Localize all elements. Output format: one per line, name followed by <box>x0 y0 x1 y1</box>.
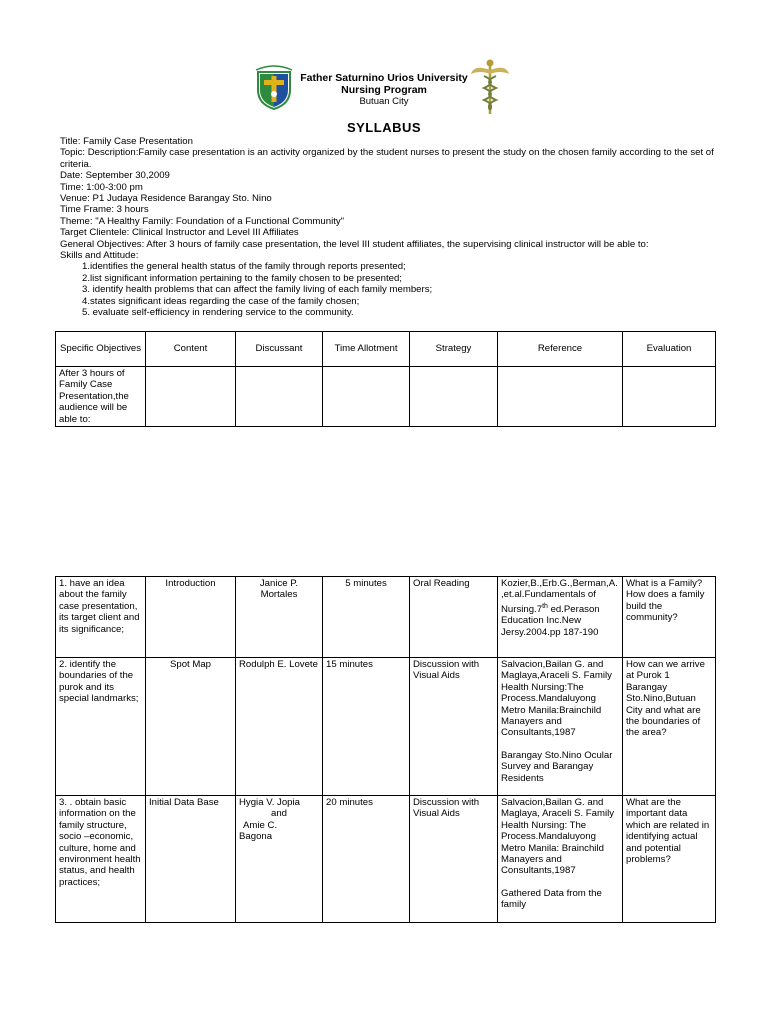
reference-text: ,et.al.Fundamentals of Nursing.7 <box>501 589 596 615</box>
reference-cell <box>498 796 623 923</box>
discussant-cell: Rodulph E. Lovete <box>236 658 323 796</box>
table-cell <box>623 367 716 427</box>
table-cell <box>498 367 623 427</box>
table-row <box>56 796 716 923</box>
reference-cell <box>498 658 623 796</box>
objectives-table-body <box>55 576 716 923</box>
reference-text: Barangay Sto.Nino Ocular Survey and Barangay Residents <box>501 749 613 784</box>
table-row <box>56 658 716 796</box>
syllabus-details <box>60 136 720 319</box>
general-objectives-line: General Objectives: After 3 hours of family case presentation, the level III student affiliates, the supervising clinical instructor will be able to: <box>60 238 649 250</box>
skill-item: 4.states significant ideas regarding the case of the family chosen; <box>82 295 360 307</box>
strategy-cell: Discussion with Visual Aids <box>410 658 498 796</box>
strategy-cell: Discussion with Visual Aids <box>410 796 498 923</box>
evaluation-cell: How can we arrive at Purok 1 Barangay Sto.Nino,Butuan City and what are the boundaries of the area? <box>623 658 716 796</box>
reference-text: Kozier,B.,Erb.G.,Berman,A. <box>501 578 618 589</box>
content-cell: Initial Data Base <box>146 796 236 923</box>
discussant-name: Amie C. <box>243 819 278 831</box>
evaluation-cell: What are the important data which are related in identifying actual and potential problems? <box>623 796 716 923</box>
program-name: Nursing Program <box>341 84 427 96</box>
table-row <box>56 367 716 427</box>
reference-text: ed.Perason Education Inc.New Jersy.2004.pp 187-190 <box>501 604 600 638</box>
time-cell: 20 minutes <box>323 796 410 923</box>
reference-cell <box>498 577 623 658</box>
column-header: Evaluation <box>623 332 716 367</box>
table-cell <box>410 367 498 427</box>
reference-text: Salvacion,Bailan G. and Maglaya, Araceli S. Family Health Nursing: The Process.Mandaluyong Metro Manila: Brainchild Manayers and Consultants,1987 <box>501 797 615 877</box>
time-line: Time: 1:00-3:00 pm <box>60 181 143 193</box>
column-header: Reference <box>498 332 623 367</box>
evaluation-cell: What is a Family? How does a family build the community? <box>623 577 716 658</box>
discussant-cell <box>236 577 323 658</box>
time-frame-line: Time Frame: 3 hours <box>60 204 149 216</box>
date-line: Date: September 30,2009 <box>60 170 170 182</box>
table-row <box>56 577 716 658</box>
table-cell <box>146 367 236 427</box>
discussant-name: Janice P. <box>259 578 299 589</box>
discussant-name: and <box>270 808 287 820</box>
university-name: Father Saturnino Urios University <box>300 72 468 84</box>
objective-cell: 3. . obtain basic information on the family structure, socio –economic, culture, home and environment health status, and health practices; <box>56 796 146 923</box>
time-cell: 15 minutes <box>323 658 410 796</box>
target-clientele-line: Target Clientele: Clinical Instructor and Level III Affiliates <box>60 227 299 239</box>
discussant-name: Mortales <box>260 589 298 601</box>
table-header-row <box>56 332 716 367</box>
skill-item: 1.identifies the general health status of the family through reports presented; <box>82 261 406 273</box>
theme-line: Theme: "A Healthy Family: Foundation of a Functional Community" <box>60 215 345 227</box>
column-header: Time Allotment <box>323 332 410 367</box>
column-header: Discussant <box>236 332 323 367</box>
objective-cell: 2. identify the boundaries of the purok and its special landmarks; <box>56 658 146 796</box>
content-cell: Introduction <box>146 577 236 658</box>
reference-text: Salvacion,Bailan G. and Maglaya,Araceli S. Family Health Nursing:The Process.Mandaluyong Metro Manila:Brainchild Manayers and Consultants,1987 <box>501 659 612 739</box>
discussant-cell <box>236 796 323 923</box>
column-header: Strategy <box>410 332 498 367</box>
content-cell: Spot Map <box>146 658 236 796</box>
column-header: Content <box>146 332 236 367</box>
title-line: Title: Family Case Presentation <box>60 136 193 147</box>
table-cell <box>236 367 323 427</box>
letterhead <box>0 0 768 120</box>
strategy-cell: Oral Reading <box>410 577 498 658</box>
city-name: Butuan City <box>359 96 409 107</box>
reference-text: Gathered Data from the family <box>501 887 602 911</box>
skills-heading: Skills and Attitude: <box>60 250 139 262</box>
page-title: SYLLABUS <box>346 120 422 135</box>
discussant-name: Hygia V. Jopia <box>239 797 300 808</box>
intro-cell: After 3 hours of Family Case Presentation,the audience will be able to: <box>56 367 146 427</box>
skill-item: 3. identify health problems that can affect the family living of each family members; <box>82 284 433 296</box>
objectives-table-header <box>55 331 716 427</box>
skill-item: 2.list significant information pertaining to the family chosen to be presented; <box>82 272 402 284</box>
column-header: Specific Objectives <box>56 332 146 367</box>
table-cell <box>323 367 410 427</box>
topic-line: Topic: Description:Family case presentation is an activity organized by the student nurses to present the study on the chosen family according to the set of criteria. <box>60 147 714 170</box>
skill-item: 5. evaluate self-efficiency in rendering service to the community. <box>82 307 354 319</box>
time-cell: 5 minutes <box>323 577 410 658</box>
objective-cell: 1. have an idea about the family case presentation, its target client and its significance; <box>56 577 146 658</box>
venue-line: Venue: P1 Judaya Residence Barangay Sto. Nino <box>60 193 272 205</box>
reference-superscript: th <box>542 602 548 610</box>
discussant-name: Bagona <box>239 831 273 843</box>
